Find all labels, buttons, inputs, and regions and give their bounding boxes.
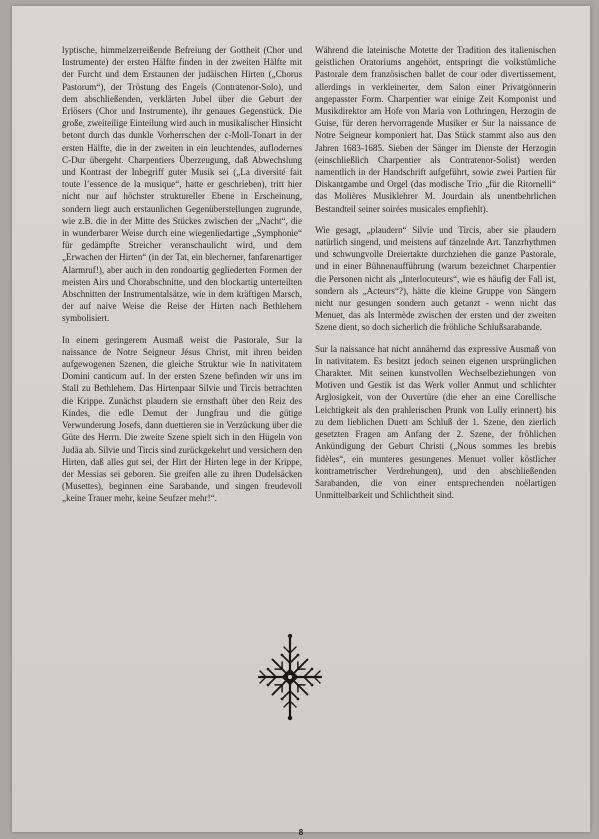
left-text-column <box>62 44 302 514</box>
right-text-column <box>315 44 556 510</box>
paragraph: Sur la naissance hat nicht annähernd das expressive Ausmaß von In nativitatem. Es besitzt jedoch seinen eigenen ursprünglichen Charakter. Mit seinen kunstvollen Wechselbeziehungen von Motiven und Gestik ist das Werk voller Anmut und schlichter Arglosigkeit, von der Ouvertüre (die eher an eine Corellische Leichtigkeit als den prahlerischen Prunk von Lully erinnert) bis zu dem lieblichen Duett am Schluß der 1. Szene, den zierlich gesetzten Fragen am Anfang der 2. Szene, der fröhlichen Ankündigung der Geburt Christi („Nous sommes les brebis fidèles“, ein munteres gesungenes Menuet voller köstlicher kontrametrischer Verdrehungen), und den abschließenden Sarabanden, die von einer entsprechenden noëlartigen Unmittelbarkeit und Schlichtheit sind. <box>315 343 556 501</box>
document-page <box>12 6 590 837</box>
paragraph: Während die lateinische Motette der Tradition des italienischen geistlichen Oratoriums angehört, entspringt die volkstümliche Pastorale dem französischen ballet de cour oder divertissement, allerdings in verkleinerter, dem Salon einer Privatgönnerin angepasster Form. Charpentier war einige Zeit Komponist und Musikdirektor am Hofe von Maria von Lothringen, Herzogin de Guise, für deren hervorragende Musiker er Sur la naissance de Notre Seigneur komponiert hat. Das Stück stammt also aus den Jahren 1683-1685. Sieben der Sänger im Dienste der Herzogin (einschließlich Charpentier als Contratenor-Solist) werden namentlich in der Handschrift aufgeführt, sowie zwei Partien für Diskantgambe und Orgel (das modische Trio „für die Ritornelli“ das Molières Musiklehrer M. Jourdain als unentbehrlichen Bestandteil seiner soirées musicales empfiehlt). <box>315 45 556 214</box>
paragraph: lyptische, himmelzerreißende Befreiung der Gottheit (Chor und Instrumente) der ersten Hälfte finden in der zweiten Hälfte mit der Furcht und dem Erstaunen der judäischen Hirten („Chorus Pastorum“), der Tröstung des Engels (Contratenor-Solo), und dem abschließenden, verklärten Jubel über die Geburt der Erlösers (Chor und Instrumente), ihr genaues Gegenstück. Die große, zweiteilige Einteilung wird auch in musikalischer Hinsicht betont durch das dunkle Vorherrschen der c-Moll-Tonart in der ersten Hälfte, die in der zweiten in ein leuchtendes, auflodernes C-Dur übergeht. Charpentiers Überzeugung, daß Abwechslung und Kontrast der Inbegriff guter Musik sei („La diversité fait toute l’essence de la musique“, hatte er geschrieben), tritt hier nicht nur auf höchster struktureller Ebene in Erscheinung, sondern liegt auch erstaunlichen Gegenüberstellungen zugrunde, wie z.B. die in der Mitte des Stückes zwischen der „Nacht“, die in wunderbarer Weise durch eine wiegenliedartige „Symphonie“ für gedämpfte Streicher veranschaulicht wird, und dem „Erwachen der Hirten“ (in der Tat, ein blecherner, fanfarenartiger Alarmruf!), aber auch in den rondoartig gegliederten Formen der meisten Airs und Chorabschnitte, und den blockartig unterteilten Abschnitten der Instrumentalsätze, wie in dem kräftigen Marsch, der auf naive Weise die Reise der Hirten nach Bethlehem symbolisiert. <box>62 45 302 324</box>
paragraph: In einem geringerem Ausmaß weist die Pastorale, Sur la naissance de Notre Seigneur Jésus Christ, mit ihren beiden aufgewogenen Szenen, die gleiche Struktur wie In nativitatem Domini canticum auf. In der ersten Szene befinden wir uns im Stall zu Bethlehem. Das Hirtenpaar Silvie und Tircis betrachten die Krippe. Zunächst plaudern sie ernsthaft über den Reiz des Kindes, die edle Demut der Jungfrau und die gütige Verwunderung Josefs, dann duettieren sie in Verzückung über die Güte des Herrn. Die zweite Szene spielt sich in den Hügeln von Judäa ab. Silvie und Tircis sind zurückgekehrt und versichern den Hirten, daß alles gut sei, der Hirt der Hirten lege in der Krippe, der Messias sei geboren. Sie greifen alle zu ihren Dudelsäcken (Musettes), beginnen eine Sarabande, und singen freudevoll „keine Trauer mehr, keine Seufzer mehr!“. <box>62 334 302 504</box>
paragraph: Wie gesagt, „plaudern“ Silvie und Tircis, aber sie plaudern natürlich singend, und meistens auf tänzelnde Art. Tanzrhythmen und schwungvolle Dreiertakte durchziehen die ganze Pastorale, und in einer Bühnenaufführung (warum bezeichnet Charpentier die Personen nicht als „Interlocuteurs“, wie es häufig der Fall ist, sondern als „Acteurs“?), hätte die kleine Gruppe von Sängern nicht nur gesungen sondern auch getanzt - wenn nicht das Menuet, das als Intermède zwischen der ersten und der zweiten Szene dient, so doch sicherlich die fröhliche Schlußsarabande. <box>315 224 556 333</box>
snowflake-fleuron-icon <box>258 632 322 722</box>
page-number: 8 <box>298 828 304 837</box>
